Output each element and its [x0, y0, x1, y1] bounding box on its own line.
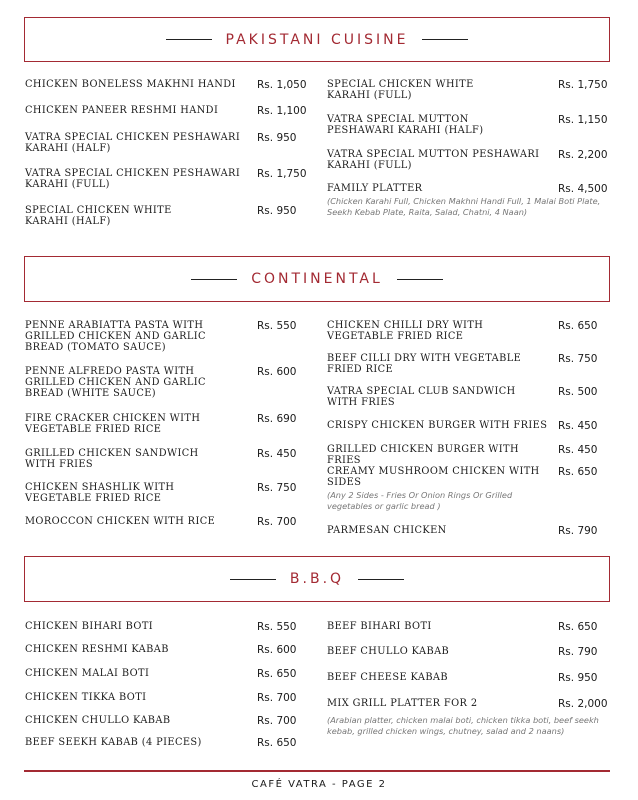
section-title: CONTINENTAL: [251, 271, 383, 287]
header-divider-right: [422, 39, 468, 40]
item-name: PENNE ARABIATTA PASTA WITH GRILLED CHICKEN AND GARLIC BREAD (TOMATO SAUCE): [25, 320, 206, 353]
item-price: Rs. 450: [558, 420, 598, 432]
item-name: VATRA SPECIAL MUTTON PESHAWARI KARAHI (FULL): [327, 149, 540, 171]
item-price: Rs. 950: [558, 672, 598, 684]
section-title: PAKISTANI CUISINE: [225, 31, 409, 48]
item-price: Rs. 700: [257, 516, 297, 528]
header-divider-right: [397, 279, 443, 280]
item-name: CHICKEN MALAI BOTI: [25, 668, 150, 679]
item-price: Rs. 790: [558, 525, 598, 537]
item-price: Rs. 1,100: [257, 105, 307, 117]
item-name: FIRE CRACKER CHICKEN WITH VEGETABLE FRIED RICE: [25, 413, 201, 435]
item-name: SPECIAL CHICKEN WHITE KARAHI (HALF): [25, 205, 172, 227]
item-name: BEEF CILLI DRY WITH VEGETABLE FRIED RICE: [327, 353, 522, 375]
item-price: Rs. 790: [558, 646, 598, 658]
item-name: MIX GRILL PLATTER FOR 2: [327, 698, 478, 709]
item-description: (Chicken Karahi Full, Chicken Makhni Handi Full, 1 Malai Boti Plate, Seekh Kebab Plate, Raita, Salad, Chatni, 4 Naan): [327, 196, 601, 217]
item-price: Rs. 650: [257, 737, 297, 749]
item-price: Rs. 600: [257, 644, 297, 656]
footer-divider: [24, 770, 610, 772]
bbq-left-column: [25, 621, 305, 761]
section-header-pakistani: [24, 17, 610, 62]
item-price: Rs. 690: [257, 413, 297, 425]
pakistani-right-column: [327, 79, 610, 239]
item-name: VATRA SPECIAL MUTTON PESHAWARI KARAHI (HALF): [327, 114, 484, 136]
item-name: VATRA SPECIAL CHICKEN PESHAWARI KARAHI (HALF): [25, 132, 241, 154]
item-price: Rs. 550: [257, 621, 297, 633]
header-divider-left: [230, 579, 276, 580]
item-name: GRILLED CHICKEN SANDWICH WITH FRIES: [25, 448, 199, 470]
item-price: Rs. 700: [257, 692, 297, 704]
item-name: BEEF SEEKH KABAB (4 PIECES): [25, 737, 202, 748]
continental-left-column: [25, 320, 305, 535]
item-name: CREAMY MUSHROOM CHICKEN WITH SIDES: [327, 466, 540, 488]
item-price: Rs. 1,750: [558, 79, 608, 91]
item-price: Rs. 450: [257, 448, 297, 460]
item-name: MOROCCON CHICKEN WITH RICE: [25, 516, 216, 527]
item-price: Rs. 1,750: [257, 168, 307, 180]
header-divider-left: [166, 39, 212, 40]
item-price: Rs. 1,050: [257, 79, 307, 91]
item-name: CHICKEN BONELESS MAKHNI HANDI: [25, 79, 236, 90]
item-price: Rs. 2,200: [558, 149, 608, 161]
item-name: PARMESAN CHICKEN: [327, 525, 447, 536]
item-price: Rs. 650: [558, 466, 598, 478]
item-price: Rs. 450: [558, 444, 598, 456]
item-price: Rs. 650: [558, 320, 598, 332]
item-name: VATRA SPECIAL CLUB SANDWICH WITH FRIES: [327, 386, 516, 408]
item-price: Rs. 550: [257, 320, 297, 332]
item-description: (Any 2 Sides - Fries Or Onion Rings Or Grilled vegetables or garlic bread ): [327, 490, 513, 511]
item-price: Rs. 650: [257, 668, 297, 680]
section-title: B.B.Q: [289, 571, 345, 587]
item-price: Rs. 500: [558, 386, 598, 398]
item-name: PENNE ALFREDO PASTA WITH GRILLED CHICKEN AND GARLIC BREAD (WHITE SAUCE): [25, 366, 206, 399]
bbq-right-column: [327, 621, 610, 761]
item-name: CHICKEN RESHMI KABAB: [25, 644, 169, 655]
item-description: (Arabian platter, chicken malai boti, chicken tikka boti, beef seekh kebab, grilled chicken wings, chutney, salad and 2 naans): [327, 715, 599, 736]
item-price: Rs. 600: [257, 366, 297, 378]
item-price: Rs. 1,150: [558, 114, 608, 126]
item-price: Rs. 700: [257, 715, 297, 727]
item-name: BEEF CHULLO KABAB: [327, 646, 450, 657]
item-name: CHICKEN CHILLI DRY WITH VEGETABLE FRIED RICE: [327, 320, 484, 342]
header-divider-right: [358, 579, 404, 580]
item-name: CHICKEN SHASHLIK WITH VEGETABLE FRIED RICE: [25, 482, 175, 504]
item-name: CHICKEN PANEER RESHMI HANDI: [25, 105, 219, 116]
item-name: CHICKEN CHULLO KABAB: [25, 715, 171, 726]
page-footer: CAFÉ VATRA - PAGE 2: [251, 779, 387, 790]
continental-right-column: [327, 320, 610, 540]
pakistani-left-column: [25, 79, 305, 239]
item-name: CRISPY CHICKEN BURGER WITH FRIES: [327, 420, 548, 431]
item-name: SPECIAL CHICKEN WHITE KARAHI (FULL): [327, 79, 474, 101]
header-divider-left: [191, 279, 237, 280]
item-name: BEEF BIHARI BOTI: [327, 621, 432, 632]
item-name: CHICKEN TIKKA BOTI: [25, 692, 147, 703]
section-header-continental: [24, 256, 610, 302]
item-price: Rs. 750: [558, 353, 598, 365]
item-name: FAMILY PLATTER: [327, 183, 423, 194]
item-price: Rs. 650: [558, 621, 598, 633]
item-price: Rs. 750: [257, 482, 297, 494]
item-price: Rs. 950: [257, 132, 297, 144]
item-name: CHICKEN BIHARI BOTI: [25, 621, 154, 632]
section-header-bbq: [24, 556, 610, 602]
item-price: Rs. 4,500: [558, 183, 608, 195]
item-price: Rs. 950: [257, 205, 297, 217]
item-name: GRILLED CHICKEN BURGER WITH FRIES: [327, 444, 519, 466]
item-name: BEEF CHEESE KABAB: [327, 672, 449, 683]
item-name: VATRA SPECIAL CHICKEN PESHAWARI KARAHI (FULL): [25, 168, 241, 190]
item-price: Rs. 2,000: [558, 698, 608, 710]
